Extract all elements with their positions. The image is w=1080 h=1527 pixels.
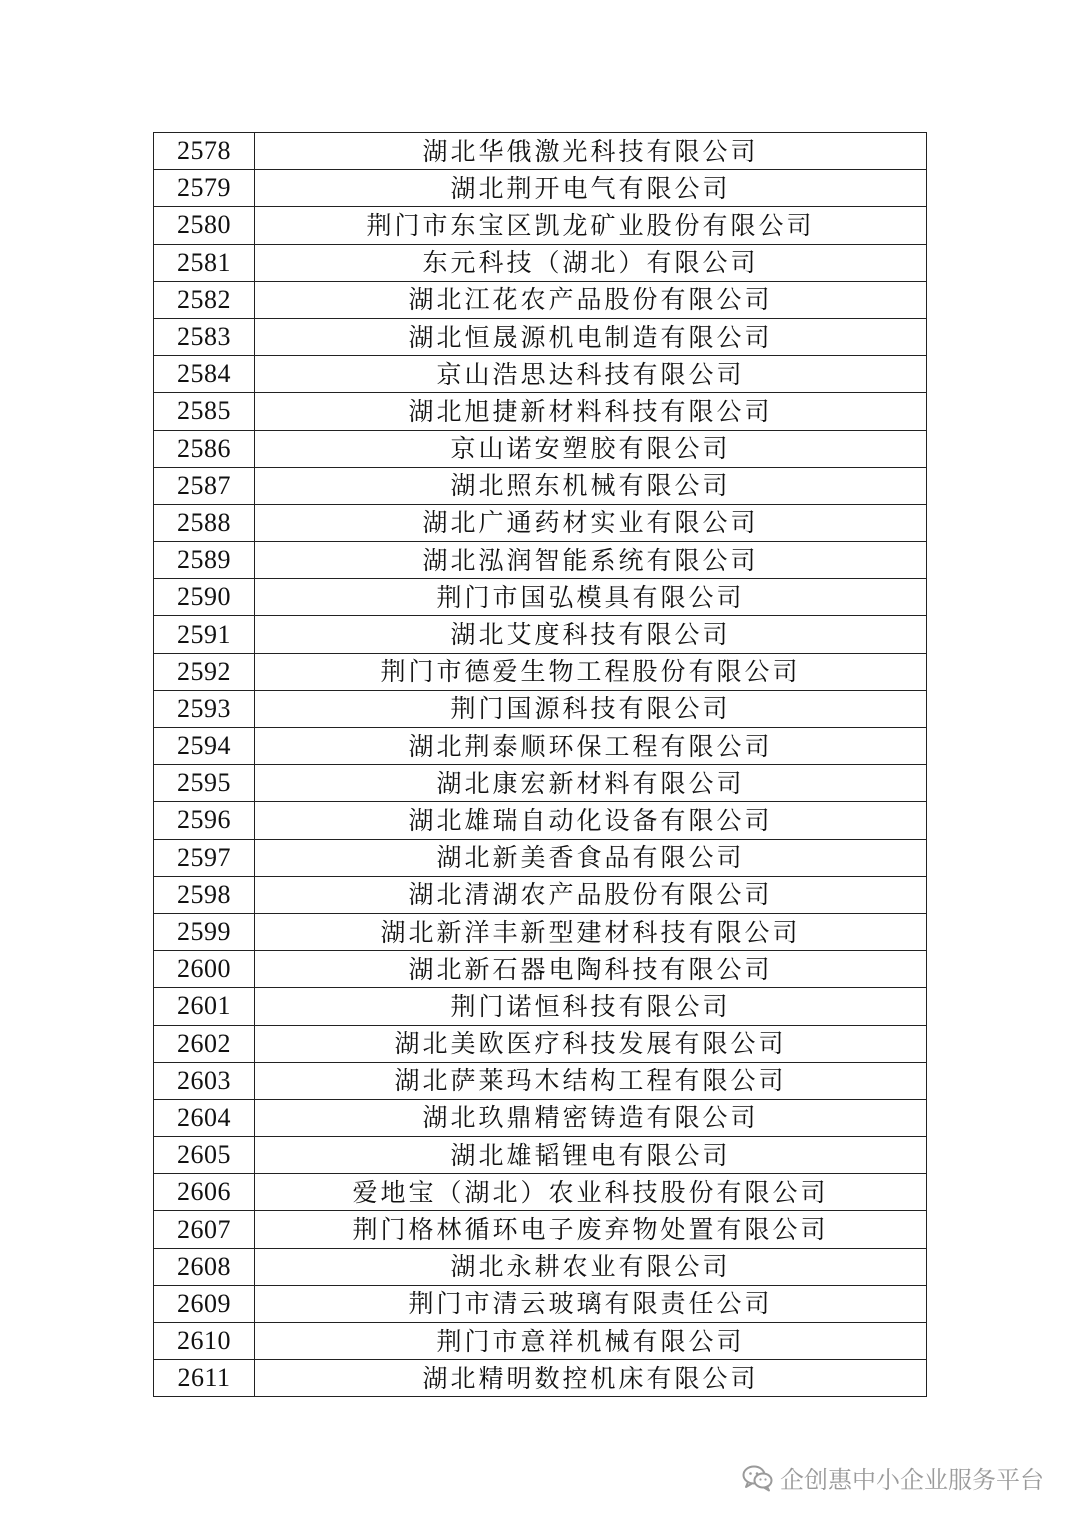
company-name: 湖北萨莱玛木结构工程有限公司 — [255, 1062, 927, 1099]
row-number: 2591 — [154, 616, 255, 653]
row-number: 2601 — [154, 988, 255, 1025]
table-row — [154, 1062, 927, 1099]
company-name: 东元科技（湖北）有限公司 — [255, 244, 927, 281]
company-name: 湖北美欧医疗科技发展有限公司 — [255, 1025, 927, 1062]
row-number: 2594 — [154, 728, 255, 765]
row-number: 2607 — [154, 1211, 255, 1248]
company-name: 湖北泓润智能系统有限公司 — [255, 542, 927, 579]
row-number: 2598 — [154, 876, 255, 913]
company-name: 湖北艾度科技有限公司 — [255, 616, 927, 653]
company-name: 湖北江花农产品股份有限公司 — [255, 281, 927, 318]
company-list-table — [153, 132, 927, 1397]
table-body — [154, 133, 927, 1397]
table-row — [154, 207, 927, 244]
company-name: 湖北康宏新材料有限公司 — [255, 765, 927, 802]
wechat-icon — [742, 1464, 774, 1492]
table-row — [154, 876, 927, 913]
table-row — [154, 728, 927, 765]
company-name: 湖北雄韬锂电有限公司 — [255, 1137, 927, 1174]
table-row — [154, 765, 927, 802]
table-row — [154, 1360, 927, 1397]
company-name: 湖北荆开电气有限公司 — [255, 170, 927, 207]
table-row — [154, 1137, 927, 1174]
table-row — [154, 430, 927, 467]
table-row — [154, 1323, 927, 1360]
row-number: 2593 — [154, 690, 255, 727]
company-name: 湖北照东机械有限公司 — [255, 467, 927, 504]
table-row — [154, 393, 927, 430]
company-name: 湖北雄瑞自动化设备有限公司 — [255, 802, 927, 839]
company-name: 湖北清湖农产品股份有限公司 — [255, 876, 927, 913]
row-number: 2610 — [154, 1323, 255, 1360]
company-name: 湖北旭捷新材料科技有限公司 — [255, 393, 927, 430]
company-name: 荆门诺恒科技有限公司 — [255, 988, 927, 1025]
table-row — [154, 1025, 927, 1062]
row-number: 2597 — [154, 839, 255, 876]
company-name: 湖北永耕农业有限公司 — [255, 1248, 927, 1285]
company-name: 湖北新石器电陶科技有限公司 — [255, 951, 927, 988]
company-name: 荆门市德爱生物工程股份有限公司 — [255, 653, 927, 690]
table-row — [154, 653, 927, 690]
table-row — [154, 318, 927, 355]
table-row — [154, 839, 927, 876]
row-number: 2596 — [154, 802, 255, 839]
table-row — [154, 281, 927, 318]
row-number: 2583 — [154, 318, 255, 355]
row-number: 2605 — [154, 1137, 255, 1174]
row-number: 2584 — [154, 356, 255, 393]
row-number: 2579 — [154, 170, 255, 207]
company-name: 爱地宝（湖北）农业科技股份有限公司 — [255, 1174, 927, 1211]
row-number: 2582 — [154, 281, 255, 318]
row-number: 2599 — [154, 913, 255, 950]
company-name: 荆门市清云玻璃有限责任公司 — [255, 1285, 927, 1322]
company-name: 湖北广通药材实业有限公司 — [255, 504, 927, 541]
table-row — [154, 1248, 927, 1285]
company-name: 湖北新洋丰新型建材科技有限公司 — [255, 913, 927, 950]
company-name: 湖北精明数控机床有限公司 — [255, 1360, 927, 1397]
table-row — [154, 244, 927, 281]
table-row — [154, 802, 927, 839]
row-number: 2608 — [154, 1248, 255, 1285]
row-number: 2588 — [154, 504, 255, 541]
table-row — [154, 542, 927, 579]
table-row — [154, 133, 927, 170]
table-row — [154, 1285, 927, 1322]
row-number: 2609 — [154, 1285, 255, 1322]
company-name: 荆门市意祥机械有限公司 — [255, 1323, 927, 1360]
company-name: 湖北恒晟源机电制造有限公司 — [255, 318, 927, 355]
row-number: 2587 — [154, 467, 255, 504]
row-number: 2604 — [154, 1099, 255, 1136]
company-name: 湖北华俄激光科技有限公司 — [255, 133, 927, 170]
company-name: 湖北新美香食品有限公司 — [255, 839, 927, 876]
company-name: 荆门市国弘模具有限公司 — [255, 579, 927, 616]
table-row — [154, 1211, 927, 1248]
company-name: 湖北玖鼎精密铸造有限公司 — [255, 1099, 927, 1136]
table-row — [154, 616, 927, 653]
table-row — [154, 356, 927, 393]
row-number: 2600 — [154, 951, 255, 988]
row-number: 2590 — [154, 579, 255, 616]
company-name: 荆门国源科技有限公司 — [255, 690, 927, 727]
row-number: 2603 — [154, 1062, 255, 1099]
row-number: 2589 — [154, 542, 255, 579]
table-row — [154, 467, 927, 504]
row-number: 2602 — [154, 1025, 255, 1062]
table-row — [154, 988, 927, 1025]
table-row — [154, 579, 927, 616]
table-row — [154, 504, 927, 541]
row-number: 2580 — [154, 207, 255, 244]
row-number: 2581 — [154, 244, 255, 281]
row-number: 2585 — [154, 393, 255, 430]
row-number: 2586 — [154, 430, 255, 467]
row-number: 2611 — [154, 1360, 255, 1397]
watermark-text: 企创惠中小企业服务平台 — [780, 1466, 1044, 1494]
company-name: 荆门格林循环电子废弃物处置有限公司 — [255, 1211, 927, 1248]
row-number: 2606 — [154, 1174, 255, 1211]
company-name: 京山诺安塑胶有限公司 — [255, 430, 927, 467]
company-name: 湖北荆泰顺环保工程有限公司 — [255, 728, 927, 765]
company-name: 京山浩思达科技有限公司 — [255, 356, 927, 393]
table-row — [154, 913, 927, 950]
table-row — [154, 1099, 927, 1136]
watermark — [742, 1460, 1044, 1495]
table-row — [154, 951, 927, 988]
table-row — [154, 170, 927, 207]
row-number: 2592 — [154, 653, 255, 690]
row-number: 2578 — [154, 133, 255, 170]
table-row — [154, 690, 927, 727]
table-row — [154, 1174, 927, 1211]
company-name: 荆门市东宝区凯龙矿业股份有限公司 — [255, 207, 927, 244]
row-number: 2595 — [154, 765, 255, 802]
